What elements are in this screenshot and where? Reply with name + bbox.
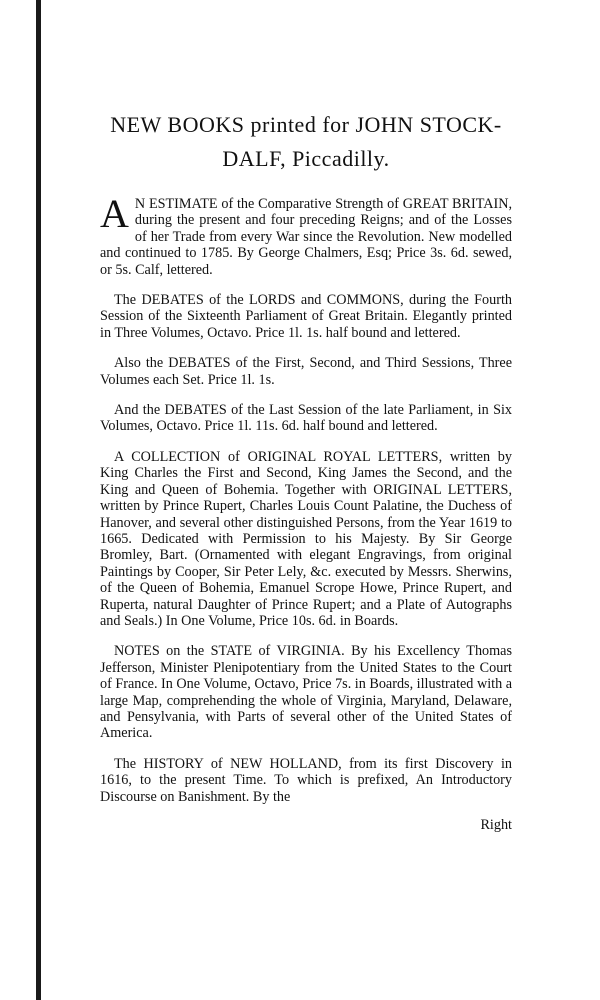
- book-entry-chalmers: [100, 191, 512, 278]
- page-edge-rule: [36, 0, 41, 1000]
- book-entry-debates: [100, 292, 512, 341]
- book-entry-new-holland: [100, 756, 512, 805]
- entry-text: Also the DEBATES of the First, Second, and Third Sessions, Three Volumes each Set. Price 1l. 1s.: [100, 355, 512, 388]
- book-entry-royal-letters: [100, 449, 512, 629]
- catchword: Right: [480, 817, 512, 833]
- entry-text: The DEBATES of the LORDS and COMMONS, during the Fourth Session of the Sixteenth Parliament of Great Britain. Elegantly printed in Three Volumes, Octavo. Price 1l. 1s. half bound and lettered.: [100, 292, 512, 341]
- book-entry-virginia: [100, 643, 512, 741]
- book-entry-debates-sessions: [100, 355, 512, 388]
- heading-line-1: NEW BOOKS printed for JOHN STOCK-: [110, 112, 502, 137]
- entry-text: A COLLECTION of ORIGINAL ROYAL LETTERS, written by King Charles the First and Second, King James the Second, and the King and Queen of Bohemia. Together with ORIGINAL LETTERS, written by Prince Rupert, Charles Louis Count Palatine, the Duchess of Hanover, and several other distinguished Persons, from the Year 1619 to 1665. Dedicated with Permission to his Majesty. By Sir George Bromley, Bart. (Ornamented with elegant Engravings, from original Paintings by Cooper, Sir Peter Lely, &c. executed by Messrs. Sherwins, of the Queen of Bohemia, Emanuel Scrope Howe, Prince Rupert, and Ruperta, natural Daughter of Prince Rupert; and a Plate of Autographs and Seals.) In One Volume, Price 10s. 6d. in Boards.: [100, 448, 512, 629]
- document-page: [100, 108, 512, 833]
- entry-text: N ESTIMATE of the Comparative Strength of GREAT BRITAIN, during the present and four preceding Reigns; and of the Losses of her Trade from every War since the Revolution. New modelled and continued to 1785. By George Chalmers, Esq; Price 3s. 6d. sewed, or 5s. Calf, lettered.: [100, 196, 512, 278]
- heading-line-2: DALF, Piccadilly.: [222, 146, 390, 171]
- drop-cap: A: [100, 191, 129, 236]
- book-entry-debates-last-session: [100, 402, 512, 435]
- page-heading: [100, 108, 512, 176]
- entry-text: NOTES on the STATE of VIRGINIA. By his Excellency Thomas Jefferson, Minister Plenipotentiary from the United States to the Court of France. In One Volume, Octavo, Price 7s. in Boards, illustrated with a large Map, comprehending the whole of Virginia, Maryland, Delaware, and Pensylvania, with Parts of several other of the United States of America.: [100, 643, 513, 742]
- entry-text: And the DEBATES of the Last Session of the late Parliament, in Six Volumes, Octavo. Price 1l. 11s. 6d. half bound and lettered.: [100, 402, 512, 435]
- entry-text: The HISTORY of NEW HOLLAND, from its first Discovery in 1616, to the present Time. To which is prefixed, An Introductory Discourse on Banishment. By the: [100, 755, 512, 805]
